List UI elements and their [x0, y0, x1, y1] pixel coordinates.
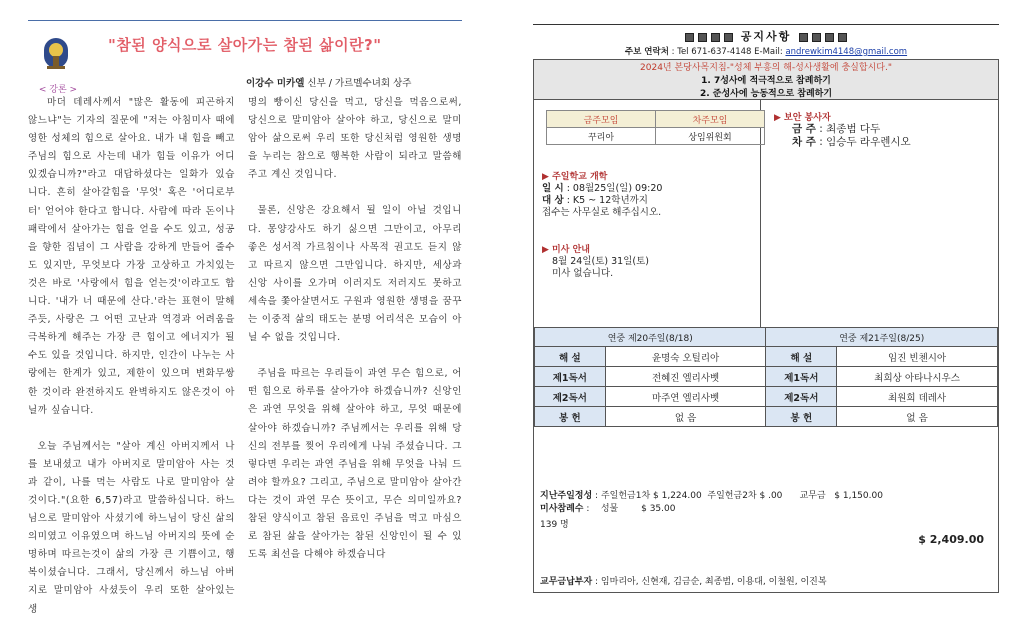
week-20-name: 마주연 엘리사벳: [605, 387, 766, 407]
notice-frame: [533, 59, 999, 593]
liturgy-schedule-table: [534, 327, 998, 427]
banner-line-2: 1. 7성사에 적극적으로 참례하기: [701, 76, 831, 86]
contact-line: [533, 45, 999, 57]
attendance-row: 미사참례수 : 성물 $ 35.00: [540, 504, 676, 514]
meeting-next-week: 상임위원회: [656, 128, 765, 145]
contact-text: : Tel 671-637-4148 E-Mail:: [668, 47, 786, 57]
pastoral-banner: [534, 60, 998, 100]
top-rule: [28, 20, 462, 21]
role-offertory: 봉 헌: [535, 407, 606, 427]
table-row: [535, 367, 998, 387]
sunday-school-body: [542, 183, 662, 219]
week-21-name: 최희상 아타나시우스: [837, 367, 998, 387]
week-20-name: 전혜진 엘리사벳: [605, 367, 766, 387]
mass-note: 미사 없습니다.: [552, 268, 614, 279]
sunday-school-title: ▶ 주일학교 개학: [542, 172, 608, 182]
role-offertory: 봉 헌: [766, 407, 837, 427]
author-role: 신부 / 가르멜수녀회 상주: [304, 78, 412, 89]
week-21-header: 연중 제21주일(8/25): [766, 328, 998, 347]
sermon-page: [28, 14, 464, 614]
table-row: [535, 407, 998, 427]
next-week-label: 차 주: [792, 136, 816, 148]
banner-line-1: 2024년 본당사목지침-"성체 부흥의 해-성사생활에 충실합시다.": [640, 63, 892, 73]
mass-info-title: ▶ 미사 안내: [542, 245, 590, 255]
table-row: [535, 387, 998, 407]
sermon-column-1: [28, 94, 235, 619]
collection-1-label: 주일헌금1차: [600, 491, 651, 501]
week-20-name: 윤명숙 오틸리아: [605, 347, 766, 367]
target-label: 대 상: [542, 195, 564, 206]
tithe-value: $ 1,150.00: [834, 491, 883, 501]
meeting-header-next-week: 차주모임: [656, 111, 765, 128]
role-commentator: 해 설: [766, 347, 837, 367]
sermon-paragraph: 명의 빵이신 당신을 먹고, 당신을 먹음으로써, 당신으로 말미암아 살아야 하고, 당신으로 말미암아 삶으로써 우리 또한 당신처럼 영원한 생명을 누리는 참으로 행복한 사람이 되라고 말씀해 주고 계신 것입니다.: [248, 97, 462, 181]
target-value: : K5 ~ 12학년까지: [563, 195, 648, 206]
sermon-paragraph: 주님을 따르는 우리들이 과연 무슨 힘으로, 어떤 힘으로 하루를 살아가야 하겠습니까? 신앙인은 과연 무엇을 위해 살아야 하고, 무엇 때문에 살아야 하겠습니까? 주님께서는 우리를 위해 당신의 전부를 찢어 우리에게 나눠 주셨습니다. 그렇다면 우리는 과연 주님을 위해 무엇을 나눠 드려야 할까요? 그리고, 주님으로 말미암아 살아간다는 것이 과연 무슨 뜻이고, 무슨 의미일까요? 참된 양식이고 참된 음료인 주님을 먹고 마심으로 참된 삶을 살아가는 참된 신앙인이 될 수 있도록 최선을 다해야 하겠습니다: [248, 368, 462, 561]
notice-page: [533, 18, 999, 610]
offering-label: 지난주일정성: [540, 491, 593, 501]
finance-section: [540, 488, 992, 587]
offering-total: $ 2,409.00: [918, 533, 984, 546]
week-21-name: 최원희 데레사: [837, 387, 998, 407]
table-row: [535, 347, 998, 367]
goods-label: 성물: [600, 504, 619, 514]
sermon-title: "참된 양식으로 살아가는 참된 삶이란?": [108, 36, 382, 54]
role-commentator: 해 설: [535, 347, 606, 367]
notice-title: [533, 28, 999, 44]
meeting-header-this-week: 금주모임: [547, 111, 656, 128]
meeting-table: [546, 110, 765, 145]
time-value: : 08월25일(일) 09:20: [563, 183, 663, 194]
time-label: 일 시: [542, 183, 564, 194]
chalice-icon: [36, 36, 76, 76]
sermon-paragraph: 마더 데레사께서 "많은 활동에 피곤하지 않느냐"는 기자의 질문에 "저는 아침미사 때에 영한 성체의 힘으로 살아요. 내가 내 힘을 빼고 주님의 힘으로 사는데 내가 힘들 이유가 어디 있겠습니까?"라고 대답하셨다는 일화가 있습니다. 흔히 살아갈힘을 '무엇' 혹은 '어디로부터' 얻어야 한다고 합니다. 사람에 따라 돈이나 패락에서 살아가는 힘을 얻을 수도 있고, 성공을 향한 집념이 그 사람을 강하게 만들어 줄수도 있지만, 무엇보다 가장 고상하고 가치있는 것은 바로 '사랑에서 힘을 얻는것'이라고도 합니다. '내가 너 때문에 산다.'라는 표현이 말해 주듯, 사랑은 그 어떤 고난과 역경과 어려움을 극복하게 해주는 가장 큰 힘이고 에너지가 될 수도 있을 것입니다. 하지만, 인간이 나누는 사랑에는 한계가 있고, 제한이 있으며 변화무쌍한 것이라 완전하지도 완벽하지도 않은것이 아닐까 싶습니다.: [28, 97, 235, 416]
tithe-label: 교무금: [799, 491, 826, 501]
sermon-paragraph: 오늘 주님께서는 "살아 계신 아버지께서 나를 보내셨고 내가 아버지로 말미암아 사는 것과 같이, 나를 먹는 사람도 나로 말미암아 살 것이다."(요한 6,57)라고 말씀하십니다. 하느님으로 말미암아 사셨기에 하느님이 당신 삶의 의미였고 이유였으며 하느님 아버지의 뜻에 순명하며 따르는것이 삶의 가장 큰 기쁨이고, 행복이셨습니다. 그래서, 당신께서 하느님 아버지로 말미암아 사셨듯이 우리 또한 살아있는 생: [28, 440, 235, 615]
collection-2-label: 주일헌금2차: [707, 491, 757, 501]
sermon-column-2: [248, 94, 462, 564]
role-second-reading: 제2독서: [766, 387, 837, 407]
week-20-name: 없 음: [605, 407, 766, 427]
week-21-name: 임진 빈첸시아: [837, 347, 998, 367]
security-title: ▶ 보안 봉사자: [774, 113, 831, 123]
role-second-reading: 제2독서: [535, 387, 606, 407]
author-name: 이강수 미카엘: [246, 78, 305, 89]
next-week-volunteer: : 임승두 라우렌시오: [815, 136, 911, 148]
announcement-area: [534, 100, 998, 327]
role-first-reading: 제1독서: [766, 367, 837, 387]
this-week-volunteer: : 최종범 다두: [815, 123, 881, 135]
attendance-label: 미사참례수: [540, 504, 584, 514]
collection-1-value: $ 1,224.00: [653, 491, 702, 501]
sunday-school-note: 접수는 사무실로 해주십시오.: [542, 207, 662, 218]
donors-row: [540, 574, 827, 587]
week-20-header: 연중 제20주일(8/18): [535, 328, 766, 347]
role-first-reading: 제1독서: [535, 367, 606, 387]
contact-label: 주보 연락처: [624, 47, 669, 57]
notice-top-rule: [533, 24, 999, 25]
goods-value: $ 35.00: [641, 504, 676, 514]
banner-line-3: 2. 준성사에 능동적으로 참례하기: [699, 89, 833, 99]
notice-title-text: 공지사항: [740, 30, 792, 43]
offering-row: 지난주일정성 : 주일헌금1차 $ 1,224.00 주일헌금2차 $ .00 교무금 $ 1,150.00: [540, 491, 883, 501]
meeting-this-week: 꾸리아: [547, 128, 656, 145]
mass-dates: 8월 24일(토) 31일(토): [552, 256, 649, 267]
security-volunteers: [774, 110, 911, 149]
sermon-caption: < 강론 >: [38, 85, 78, 95]
sermon-paragraph: 물론, 신앙은 강요해서 될 일이 아닐 것입니다. 몽양강사도 하기 싫으면 그만이고, 아무리 좋은 성서적 가르침이나 사목적 권고도 듣지 않고 따르지 않으면 그만입니다. 하지만, 세상과 신앙 사이를 오가며 이러지도 저러지도 못하고 세속을 쫓아살면서도 구원과 영원한 생명을 꿈꾸는 이중적 삶의 태도는 분명 어리석은 모습이 아닐 수 없을 것입니다.: [248, 205, 462, 344]
email-link[interactable]: andrewkim4148@gmail.com: [785, 47, 908, 57]
this-week-label: 금 주: [792, 123, 816, 135]
donors-label: 교무금납부자: [540, 577, 593, 587]
donors-list: : 임마리아, 신현재, 김금순, 최종범, 이용대, 이철원, 이진복: [592, 577, 827, 587]
sermon-emblem: [30, 36, 86, 94]
attendance-count: 139 명: [540, 520, 569, 530]
sermon-author: [246, 75, 411, 89]
mass-info-body: [552, 256, 649, 280]
week-21-name: 없 음: [837, 407, 998, 427]
collection-2-value: $ .00: [759, 491, 783, 501]
